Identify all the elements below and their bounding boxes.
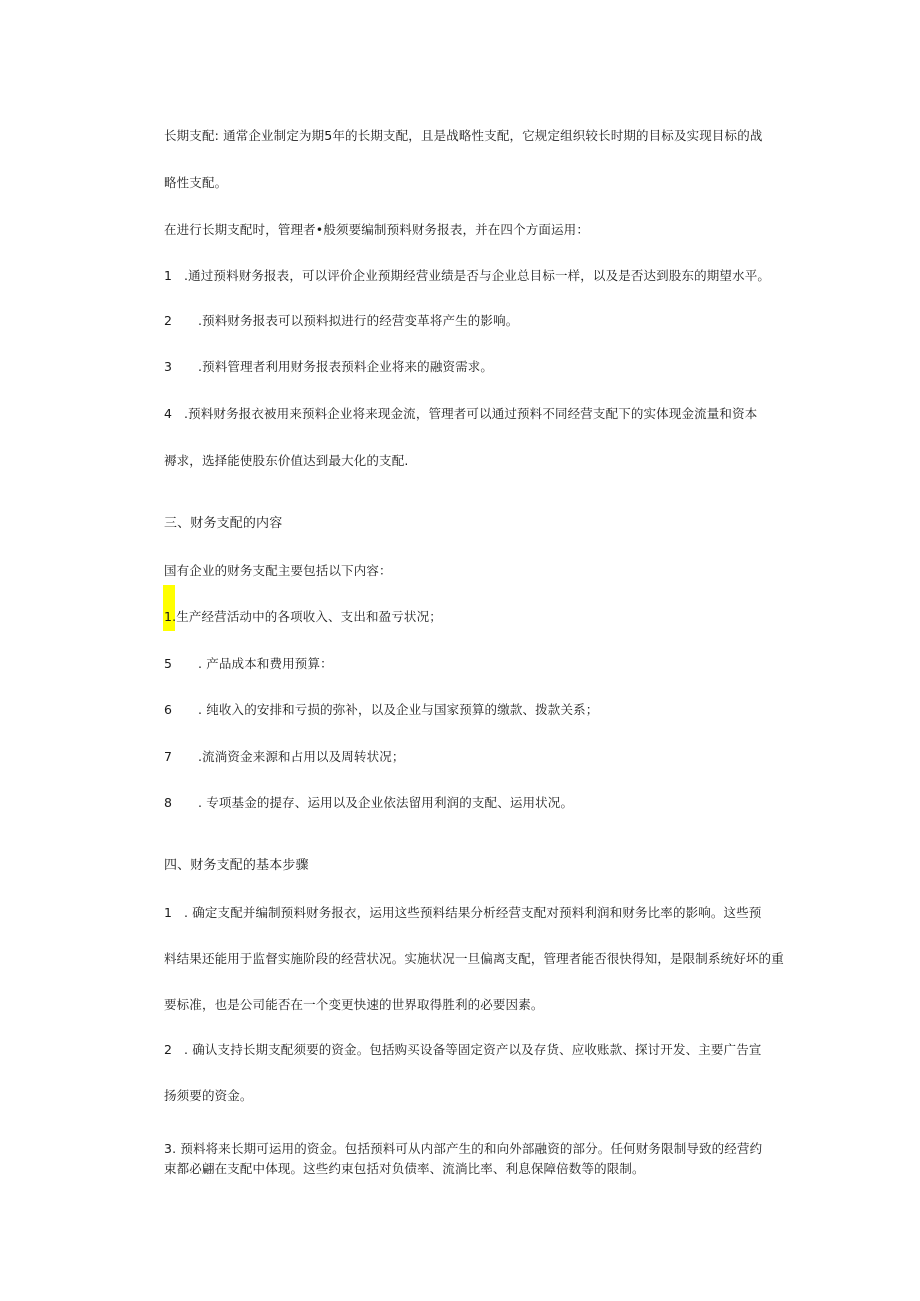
list-text: .预料管理者利用财务报表预料企业将来的融资需求。 [198,359,494,374]
paragraph-line: 扬须要的资金。 [164,1088,253,1103]
list-item [164,795,573,811]
paragraph-line: 在进行长期支配时，管理者•般须要编制预料财务报表，并在四个方面运用： [164,222,589,237]
list-number: 6 [164,702,173,717]
list-item [164,749,405,765]
section-heading: 三、财务支配的内容 [164,516,283,531]
list-text: . 产品成本和费用预算： [198,656,333,671]
list-number: 5 [164,656,173,671]
list-item [164,905,762,921]
paragraph-line: 束都必翩在支配中体现。这些约束包括对负债率、流淌比率、利息保障倍数等的限制。 [164,1161,645,1176]
section-heading: 四、财务支配的基本步骤 [164,858,309,873]
list-number: 3 [164,359,173,374]
list-item [164,656,333,672]
list-text: .预料财务报表可以预料拟进行的经营变革将产生的影响。 [198,313,519,328]
list-number: 1 [164,905,173,920]
list-item [164,313,518,329]
paragraph-line: 国有企业的财务支配主要包括以下内容： [164,563,392,578]
paragraph-line: 3. 预料将来长期可运用的资金。包括预料可从内部产生的和向外部融资的部分。任何财务限制导致的经营约 [164,1141,763,1156]
list-text: . 确认支持长期支配须要的资金。包括购买设备等固定资产以及存货、应收账款、探讨开发、主要广告宣 [184,1042,762,1057]
list-number: 1 [164,609,173,624]
list-number: 4 [164,406,173,421]
list-text: . 专项基金的提存、运用以及企业依法留用利润的支配、运用状况。 [198,795,574,810]
paragraph-line: 料结果还能用于监督实施阶段的经营状况。实施状况一旦偏离支配，管理者能否很快得知，是限制系统好坏的重 [164,951,784,966]
list-number: 1 [164,268,173,283]
list-number: 8 [164,795,173,810]
paragraph-line: 长期支配: 通常企业制定为期5年的长期支配，且是战略性支配，它规定组织较长时期的目标及实现目标的战 [164,128,763,143]
list-item [164,406,757,422]
list-item [164,268,770,284]
list-number: 2 [164,1042,173,1057]
list-text: .通过预料财务报表，可以评价企业预期经营业绩是否与企业总目标一样，以及是否达到股东的期望水平。 [184,268,771,283]
list-text: . 纯收入的安排和亏损的弥补，以及企业与国家预算的缴款、拨款关系； [198,702,599,717]
list-text: . 确定支配并编制预料财务报衣，运用这些预料结果分析经营支配对预料利润和财务比率的影响。这些预 [184,905,762,920]
paragraph-line: 要标准，也是公司能否在一个变更快速的世界取得胜利的必要因素。 [164,997,544,1012]
list-number: 2 [164,313,173,328]
list-number: 7 [164,749,173,764]
list-item [164,1042,762,1058]
list-item [164,702,598,718]
paragraph-line: 褥求，选择能使股东价值达到最大化的支配. [164,453,409,468]
list-text: .生产经营活动中的各项收入、支出和盈亏状况； [172,609,442,624]
list-text: .预料财务报衣被用来预料企业将来现金流，管理者可以通过预料不同经营支配下的实体现金流量和资本 [184,406,758,421]
paragraph-line: 略性支配。 [164,175,228,190]
list-text: .流淌资金来源和占用以及周转状况； [198,749,405,764]
list-item [164,359,493,375]
list-item [164,609,442,625]
